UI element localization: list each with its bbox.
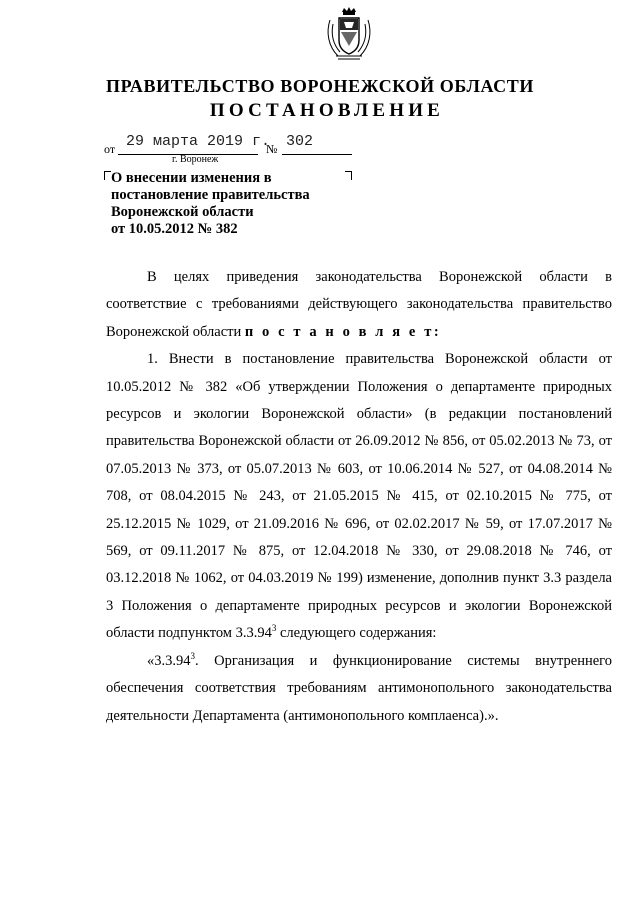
- subject-line: от 10.05.2012 № 382: [111, 221, 238, 237]
- superscript: 3: [190, 650, 195, 661]
- superscript: 3: [271, 623, 277, 634]
- number-underline: [282, 154, 352, 155]
- paragraph-quote: [106, 648, 612, 730]
- paragraph-item-1: [106, 346, 612, 647]
- coat-of-arms-emblem: [324, 6, 374, 64]
- document-meta: [104, 133, 364, 155]
- subject-line: О внесении изменения в: [111, 170, 272, 186]
- subject-line: Воронежской области: [111, 204, 254, 220]
- government-title: ПРАВИТЕЛЬСТВО ВОРОНЕЖСКОЙ ОБЛАСТИ: [106, 76, 534, 96]
- item-1-text: 1. Внести в постановление правительства Воронежской области от 10.05.2012 № 382 «Об утверждении Положения о департаменте природных ресурсов и экологии Воронежской области» (в редакции постановлений правительства Воронежской области от 26.09.2012 № 856, от 05.02.2013 № 73, от 07.05.2013 № 373, от 05.07.2013 № 603, от 10.06.2014 № 527, от 04.08.2014 № 708, от 08.04.2015 № 243, от 21.05.2015 № 415, от 02.10.2015 № 775, от 25.12.2015 № 1029, от 21.09.2016 № 696, от 02.02.2017 № 59, от 17.07.2017 № 569, от 09.11.2017 № 875, от 12.04.2018 № 330, от 29.08.2018 № 746, от 03.12.2018 № 1062, от 04.03.2019 № 199) изменение, дополнив пункт 3.3 раздела 3 Положения о департаменте природных ресурсов и экологии Воронежской области подпунктом 3.3.94: [106, 351, 612, 642]
- date-prefix: от: [104, 142, 116, 156]
- subject-line: постановление правительства: [111, 187, 310, 203]
- resolves-word: п о с т а н о в л я е т:: [244, 323, 442, 340]
- preamble-text: В целях приведения законодательства Воронежской области в соответствие с требованиями действующего законодательства правительство Воронежской области: [106, 269, 612, 340]
- document-type: ПОСТАНОВЛЕНИЕ: [209, 100, 445, 121]
- document-subject: [111, 170, 351, 238]
- quote-text: . Организация и функционирование системы внутреннего обеспечения соответствия требованиям антимонопольного законодательства деятельности Департамента (антимонопольного комплаенса).».: [106, 652, 612, 724]
- left-bracket-mark: [104, 171, 111, 180]
- document-number: 302: [286, 133, 314, 150]
- document-date: 29 марта 2019 г.: [126, 133, 271, 150]
- item-1-tail: следующего содержания:: [276, 625, 437, 642]
- city-label: г. Воронеж: [172, 154, 219, 165]
- paragraph-preamble: [106, 264, 612, 346]
- quote-open: «3.3.94: [147, 652, 191, 669]
- document-body: [106, 264, 612, 730]
- number-prefix: №: [266, 142, 278, 156]
